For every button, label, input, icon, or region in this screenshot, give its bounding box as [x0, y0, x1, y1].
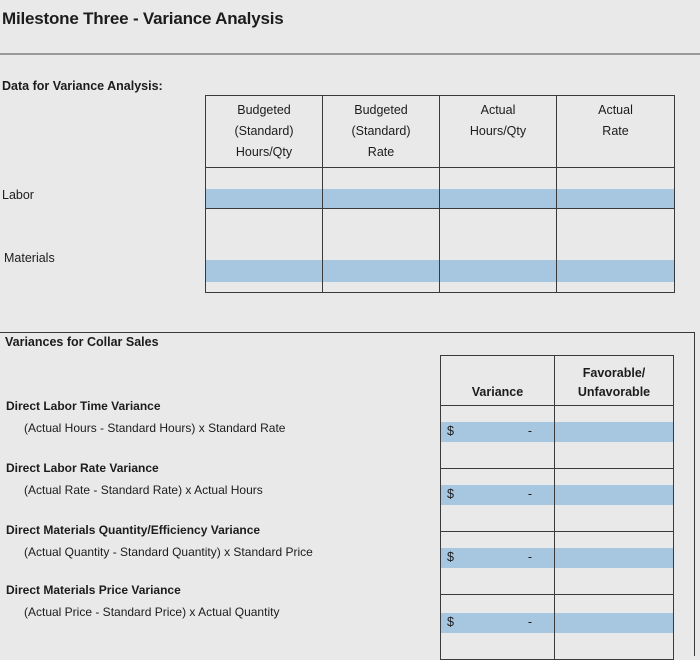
page-title: Milestone Three - Variance Analysis: [2, 9, 284, 28]
col-actual-hours: [440, 96, 557, 168]
col-text: Unfavorable: [577, 385, 651, 399]
variance-name: Direct Materials Quantity/Efficiency Variance: [6, 523, 261, 537]
col-text: Actual: [598, 103, 633, 117]
variance-formula: (Actual Rate - Standard Rate) x Actual Hours: [24, 483, 263, 497]
materials-budgeted-hours-cell[interactable]: [206, 209, 323, 293]
col-text: Actual: [480, 103, 516, 117]
variance-value: -: [527, 424, 532, 438]
col-text: Hours/Qty: [235, 145, 293, 159]
col-favorable-unfavorable: [555, 356, 674, 406]
variance-value: -: [527, 487, 532, 501]
variance-label-materials-quantity: [6, 519, 313, 563]
labor-budgeted-hours-cell[interactable]: [206, 168, 323, 209]
col-text: Budgeted: [354, 103, 408, 117]
currency-symbol: $: [447, 615, 454, 629]
col-budgeted-hours: [206, 96, 323, 168]
variance-value-cell[interactable]: [441, 532, 555, 595]
favorable-cell[interactable]: [555, 469, 674, 532]
variance-value-cell[interactable]: [441, 469, 555, 532]
variance-label-labor-time: [6, 395, 285, 439]
currency-symbol: $: [447, 487, 454, 501]
col-variance: Variance: [441, 356, 555, 406]
variance-formula: (Actual Quantity - Standard Quantity) x Standard Price: [24, 545, 313, 559]
data-heading: Data for Variance Analysis:: [2, 79, 163, 93]
variance-value-cell[interactable]: [441, 406, 555, 469]
variance-value: -: [527, 550, 532, 564]
materials-budgeted-rate-cell[interactable]: [323, 209, 440, 293]
col-text: Rate: [367, 145, 395, 159]
labor-actual-hours-cell[interactable]: [440, 168, 557, 209]
variance-label-materials-price: [6, 579, 279, 623]
row-label-labor: Labor: [2, 188, 34, 202]
row-label-materials: Materials: [4, 251, 55, 265]
variance-name: Direct Materials Price Variance: [6, 583, 181, 597]
col-text: Rate: [602, 124, 629, 138]
variance-label-labor-rate: [6, 457, 263, 501]
favorable-cell[interactable]: [555, 532, 674, 595]
section-border: [0, 332, 695, 333]
favorable-cell[interactable]: [555, 595, 674, 660]
col-text: Budgeted: [237, 103, 291, 117]
labor-budgeted-rate-cell[interactable]: [323, 168, 440, 209]
materials-actual-rate-cell[interactable]: [557, 209, 675, 293]
variance-table: [440, 355, 674, 660]
variance-formula: (Actual Hours - Standard Hours) x Standard Rate: [24, 421, 286, 435]
col-budgeted-rate: [323, 96, 440, 168]
variance-name: Direct Labor Time Variance: [6, 399, 161, 413]
variance-formula: (Actual Price - Standard Price) x Actual Quantity: [24, 605, 280, 619]
labor-actual-rate-cell[interactable]: [557, 168, 675, 209]
variance-heading: Variances for Collar Sales: [5, 335, 159, 349]
variance-value: -: [527, 615, 532, 629]
variance-name: Direct Labor Rate Variance: [6, 461, 159, 475]
col-text: Favorable/: [582, 366, 646, 380]
materials-actual-hours-cell[interactable]: [440, 209, 557, 293]
favorable-cell[interactable]: [555, 406, 674, 469]
divider: [0, 53, 700, 55]
col-text: (Standard): [351, 124, 411, 138]
col-text: Hours/Qty: [469, 124, 527, 138]
currency-symbol: $: [447, 550, 454, 564]
currency-symbol: $: [447, 424, 454, 438]
col-actual-rate: [557, 96, 675, 168]
variance-value-cell[interactable]: [441, 595, 555, 660]
col-text: (Standard): [234, 124, 294, 138]
data-table: [205, 95, 675, 293]
section-border-right: [694, 333, 695, 656]
